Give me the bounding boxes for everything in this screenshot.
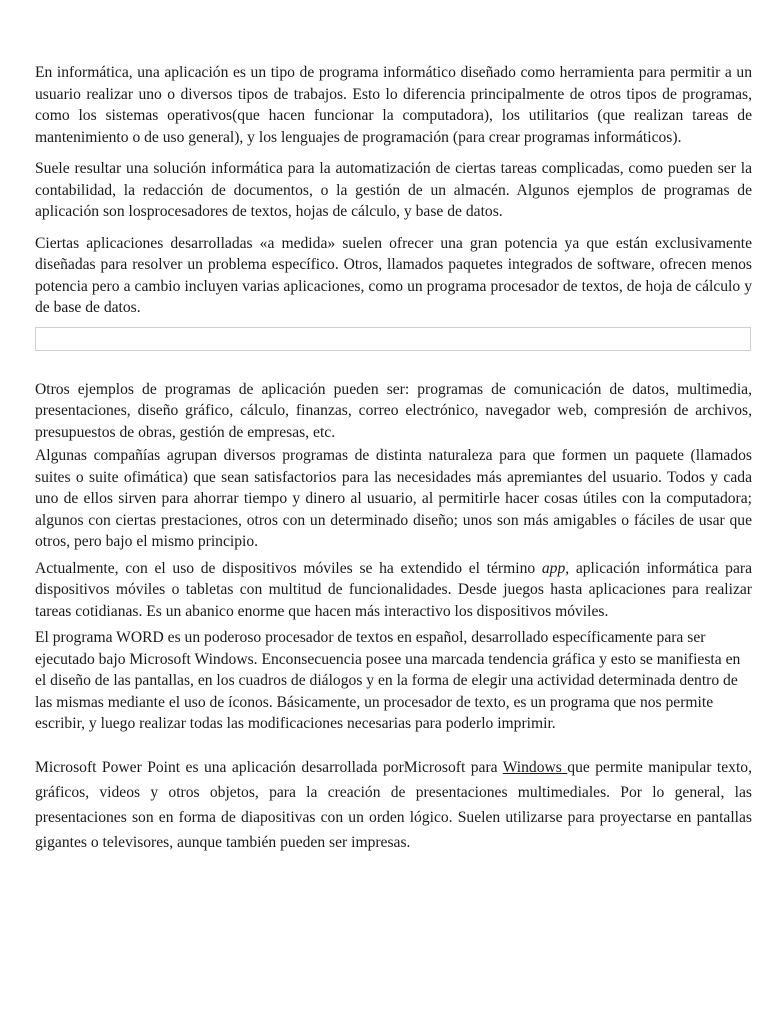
paragraph-power-point: [35, 755, 752, 855]
text-run: Actualmente, con el uso de dispositivos móviles se ha extendido el término: [35, 559, 542, 577]
paragraph-office-suites: Algunas compañías agrupan diversos programas de distinta naturaleza para que formen un paquete (llamados suites o suite ofimática) que sean satisfactorios para las necesidades más apremiantes del usuario. Todos y cada uno de ellos sirven para ahorrar tiempo y dinero al usuario, al permitirle hacer cosas útiles con la computadora; algunos con ciertas prestaciones, otros con un determinado diseño; unos son más amigables o fáciles de usar que otros, pero bajo el mismo principio.: [35, 447, 752, 550]
paragraph-application-definition: En informática, una aplicación es un tipo de programa informático diseñado como herramienta para permitir a un usuario realizar uno o diversos tipos de trabajos. Esto lo diferencia principalmente de otros tipos de programas, como los sistemas operativos(que hacen funcionar la computadora), los utilitarios (que realizan tareas de mantenimiento o de uso general), y los lenguajes de programación (para crear programas informáticos).: [35, 64, 752, 146]
empty-text-box: [35, 327, 751, 351]
paragraph-custom-applications: Ciertas aplicaciones desarrolladas «a medida» suelen ofrecer una gran potencia ya que están exclusivamente diseñadas para resolver un problema específico. Otros, llamados paquetes integrados de software, ofrecen menos potencia pero a cambio incluyen varias aplicaciones, como un programa procesador de textos, de hoja de cálculo y de base de datos.: [35, 234, 752, 316]
document-page: [35, 62, 752, 855]
windows-link[interactable]: Windows: [502, 758, 568, 776]
paragraph-mobile-apps: [35, 558, 752, 623]
italic-term-app: app: [541, 559, 566, 577]
text-run: , aplicación informática para dispositivos móviles o tabletas con multitud de funcionalidades. Desde juegos hasta aplicaciones para realizar tareas cotidianas. Es un abanico enorme que hacen más interactivo los dispositivos móviles.: [35, 559, 752, 620]
text-run: Microsoft Power Point es una aplicación desarrollada porMicrosoft para: [35, 758, 503, 776]
paragraph-other-examples: Otros ejemplos de programas de aplicación pueden ser: programas de comunicación de datos, multimedia, presentaciones, diseño gráfico, cálculo, finanzas, correo electrónico, navegador web, compresión de archivos, presupuestos de obras, gestión de empresas, etc.: [35, 380, 752, 441]
paragraph-automation: Suele resultar una solución informática para la automatización de ciertas tareas complicadas, como pueden ser la contabilidad, la redacción de documentos, o la gestión de un almacén. Algunos ejemplos de programas de aplicación son losprocesadores de textos, hojas de cálculo, y base de datos.: [35, 160, 752, 220]
text-run: que permite manipular texto, gráficos, videos y otros objetos, para la creación de presentaciones multimediales. Por lo general, las presentaciones son en forma de diapositivas con un orden lógico. Suelen utilizarse para proyectarse en pantallas gigantes o televisores, aunque también pueden ser impresas.: [35, 758, 752, 851]
paragraph-word-program: El programa WORD es un poderoso procesador de textos en español, desarrollado específicamente para ser ejecutado bajo Microsoft Windows. Enconsecuencia posee una marcada tendencia gráfica y esto se manifiesta en el diseño de las pantallas, en los cuadros de diálogos y en la forma de elegir una actividad determinada dentro de las mismas mediante el uso de íconos. Básicamente, un procesador de texto, es un programa que nos permite escribir, y luego realizar todas las modificaciones necesarias para poderlo imprimir.: [35, 629, 741, 732]
